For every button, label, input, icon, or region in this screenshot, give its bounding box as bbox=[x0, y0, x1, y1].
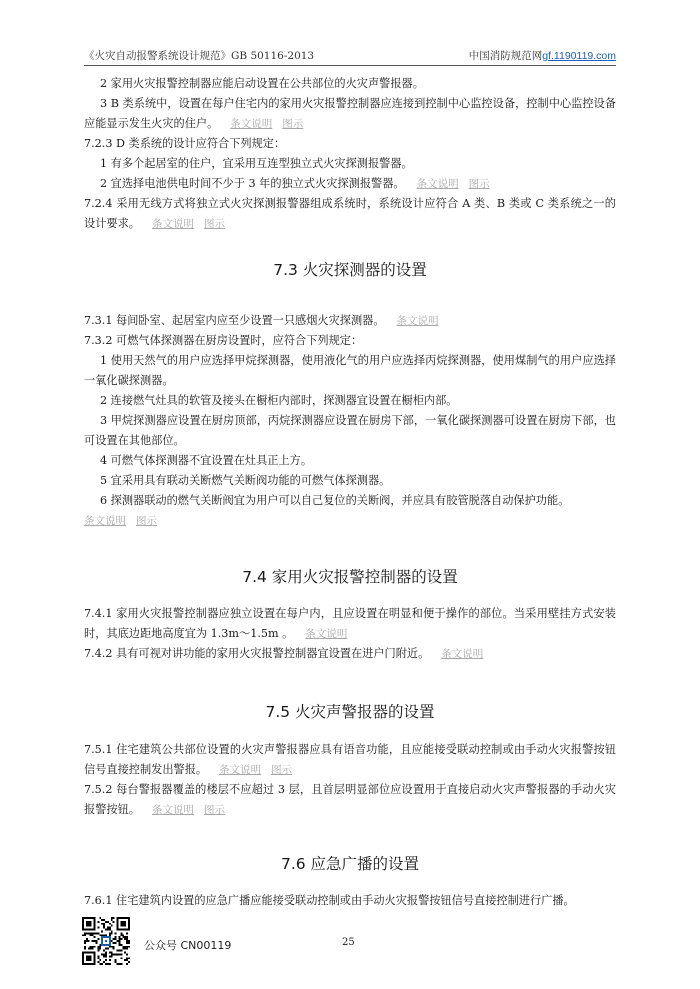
clause-text: 5 宜采用具有联动关断燃气关断阀功能的可燃气体探测器。 bbox=[100, 474, 391, 487]
clause-paragraph bbox=[84, 351, 616, 391]
clause-text: 6 探测器联动的燃气关断阀宜为用户可以自己复位的关断阀，并应具有胶管脱落自动保护功能。 bbox=[100, 494, 570, 507]
section-heading bbox=[84, 697, 616, 727]
clause-explanation-link[interactable]: 条文说明 bbox=[396, 315, 439, 327]
site-credit bbox=[469, 48, 616, 63]
clause-explanation-link[interactable]: 条文说明 bbox=[441, 648, 484, 660]
page-footer bbox=[80, 913, 620, 969]
clause-paragraph bbox=[84, 740, 616, 780]
figure-link[interactable]: 图示 bbox=[136, 515, 157, 527]
clause-text: 7.3.2 可燃气体探测器在厨房设置时，应符合下列规定： bbox=[84, 334, 363, 347]
figure-link[interactable]: 图示 bbox=[282, 118, 304, 130]
clause-explanation-link[interactable]: 条文说明 bbox=[230, 118, 273, 130]
clause-links bbox=[84, 511, 616, 531]
section-title: 7.4 家用火灾报警控制器的设置 bbox=[242, 568, 458, 586]
clause-text: 7.5.1 住宅建筑公共部位设置的火灾声警报器应具有语音功能，且应能接受联动控制或由手动火灾报警按钮信号直接控制发出警报。 bbox=[84, 743, 616, 776]
section-title: 7.3 火灾探测器的设置 bbox=[273, 261, 427, 279]
clause-paragraph bbox=[84, 644, 616, 664]
clause-paragraph bbox=[84, 451, 616, 471]
clause-paragraph bbox=[84, 391, 616, 411]
clause-paragraph bbox=[84, 311, 616, 331]
clause-paragraph bbox=[84, 174, 616, 194]
clause-text: 7.4.2 具有可视对讲功能的家用火灾报警控制器宜设置在进户门附近。 bbox=[84, 647, 430, 660]
clause-paragraph bbox=[84, 331, 616, 351]
clause-text: 2 家用火灾报警控制器应能启动设置在公共部位的火灾声警报器。 bbox=[100, 77, 424, 90]
page-number: 25 bbox=[342, 937, 355, 948]
clause-text: 7.2.4 采用无线方式将独立式火灾探测报警器组成系统时，系统设计应符合 A 类、B 类或 C 类系统之一的设计要求。 bbox=[84, 197, 616, 230]
clause-explanation-link[interactable]: 条文说明 bbox=[151, 218, 194, 230]
clause-text: 7.2.3 D 类系统的设计应符合下列规定： bbox=[84, 137, 286, 150]
qr-code-icon bbox=[82, 917, 130, 965]
site-name: 中国消防规范网 bbox=[468, 50, 543, 62]
wechat-account: 公众号 CN00119 bbox=[144, 939, 232, 952]
site-url-link[interactable]: gf.1190119.com bbox=[542, 50, 616, 62]
figure-link[interactable]: 图示 bbox=[203, 804, 225, 816]
section-title: 7.6 应急广播的设置 bbox=[280, 855, 420, 873]
clause-explanation-link[interactable]: 条文说明 bbox=[305, 628, 348, 640]
clause-text: 7.5.2 每台警报器覆盖的楼层不应超过 3 层，且首层明显部位应设置用于直接启动火灾声警报器的手动火灾报警按钮。 bbox=[84, 783, 616, 816]
clause-text: 3 甲烷探测器应设置在厨房顶部，丙烷探测器应设置在厨房下部，一氧化碳探测器可设置在厨房下部，也可设置在其他部位。 bbox=[84, 414, 616, 447]
clause-explanation-link[interactable]: 条文说明 bbox=[151, 804, 194, 816]
figure-link[interactable]: 图示 bbox=[271, 764, 293, 776]
clause-text: 1 有多个起居室的住户，宜采用互连型独立式火灾探测报警器。 bbox=[100, 157, 413, 170]
clause-text: 1 使用天然气的用户应选择甲烷探测器，使用液化气的用户应选择丙烷探测器，使用煤制气的用户应选择一氧化碳探测器。 bbox=[84, 354, 616, 387]
clause-paragraph bbox=[84, 891, 616, 911]
clause-paragraph bbox=[84, 74, 616, 94]
clause-text: 7.6.1 住宅建筑内设置的应急广播应能接受联动控制或由手动火灾报警按钮信号直接控制进行广播。 bbox=[84, 894, 575, 907]
clause-text: 3 B 类系统中，设置在每户住宅内的家用火灾报警控制器应连接到控制中心监控设备，控制中心监控设备应能显示发生火灾的住户。 bbox=[84, 97, 616, 130]
clause-text: 2 连接燃气灶具的软管及接头在橱柜内部时，探测器宜设置在橱柜内部。 bbox=[100, 394, 458, 407]
clause-paragraph bbox=[84, 411, 616, 451]
clause-paragraph bbox=[84, 604, 616, 644]
page-header bbox=[84, 49, 616, 66]
clause-explanation-link[interactable]: 条文说明 bbox=[416, 178, 459, 190]
clause-text: 2 宜选择电池供电时间不少于 3 年的独立式火灾探测报警器。 bbox=[100, 177, 405, 190]
clause-paragraph bbox=[84, 491, 616, 511]
clause-paragraph bbox=[84, 471, 616, 491]
clause-text: 4 可燃气体探测器不宜设置在灶具正上方。 bbox=[100, 454, 313, 467]
document-body bbox=[84, 74, 616, 911]
clause-explanation-link[interactable]: 条文说明 bbox=[84, 515, 126, 527]
clause-text: 7.3.1 每间卧室、起居室内应至少设置一只感烟火灾探测器。 bbox=[84, 314, 385, 327]
section-title: 7.5 火灾声警报器的设置 bbox=[265, 703, 435, 721]
section-heading bbox=[84, 849, 616, 879]
clause-paragraph bbox=[84, 154, 616, 174]
clause-explanation-link[interactable]: 条文说明 bbox=[219, 764, 262, 776]
figure-link[interactable]: 图示 bbox=[468, 178, 490, 190]
clause-paragraph bbox=[84, 780, 616, 820]
section-heading bbox=[84, 255, 616, 285]
clause-paragraph bbox=[84, 134, 616, 154]
figure-link[interactable]: 图示 bbox=[203, 218, 225, 230]
clause-text: 7.4.1 家用火灾报警控制器应独立设置在每户内，且应设置在明显和便于操作的部位。当采用壁挂方式安装时，其底边距地高度宜为 1.3m～1.5m 。 bbox=[84, 607, 616, 640]
section-heading bbox=[84, 562, 616, 592]
clause-paragraph bbox=[84, 194, 616, 234]
document-title: 《火灾自动报警系统设计规范》GB 50116-2013 bbox=[84, 50, 315, 62]
clause-paragraph bbox=[84, 94, 616, 134]
